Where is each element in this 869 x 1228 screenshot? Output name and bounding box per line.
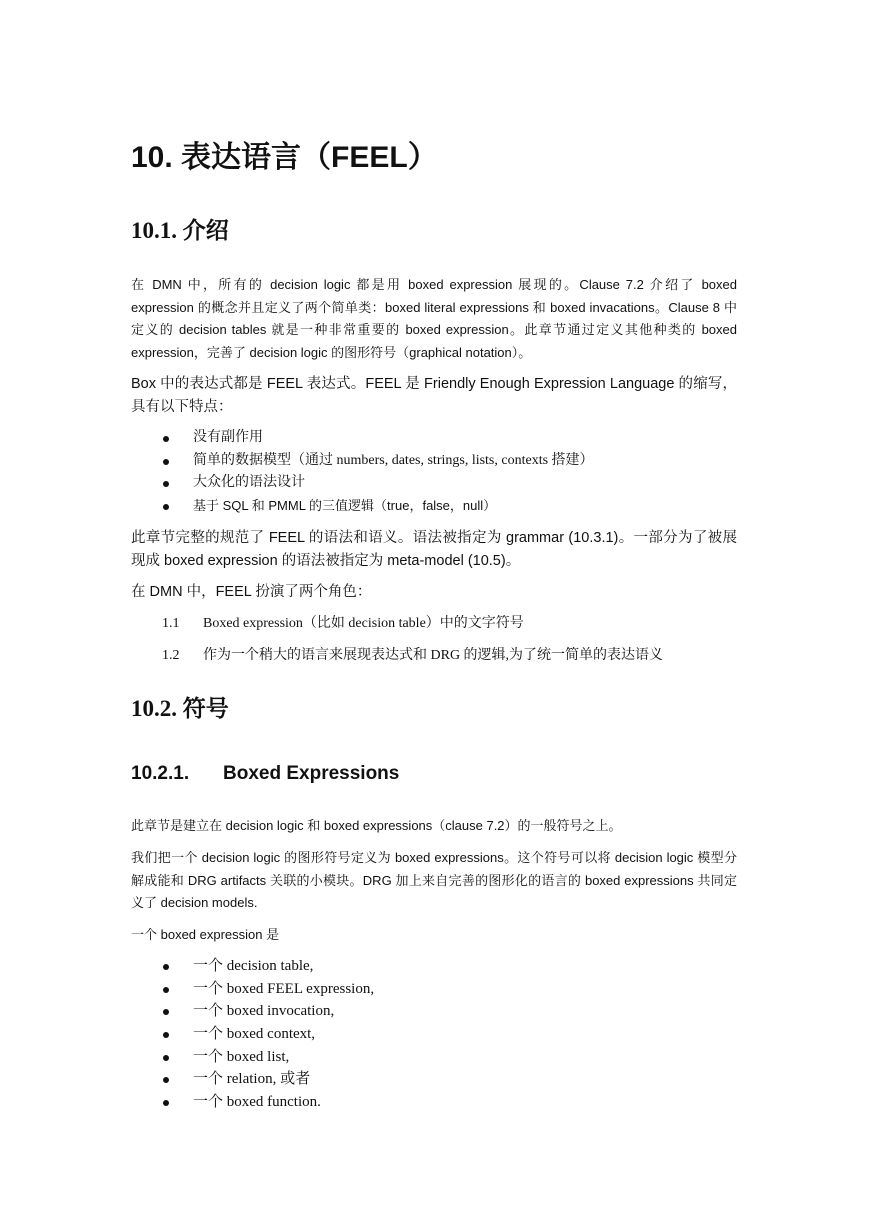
bullet-icon xyxy=(163,1100,169,1106)
bullet-icon xyxy=(163,459,169,465)
subsection-title: 10.2.1. Boxed Expressions xyxy=(131,763,400,784)
bullet-icon xyxy=(163,1077,169,1083)
bullet-icon xyxy=(163,964,169,970)
list-item: 一个 decision table, xyxy=(131,955,374,978)
list-item: 简单的数据模型（通过 numbers, dates, strings, lists, contexts 搭建） xyxy=(131,450,594,473)
list-item: 一个 boxed invocation, xyxy=(131,1000,374,1023)
list-item: 1.1 Boxed expression（比如 decision table）中的文字符号 xyxy=(162,616,524,631)
list-item: 没有副作用 xyxy=(131,427,594,450)
intro-paragraph-1: 在 DMN 中，所有的 decision logic 都是用 boxed expression 展现的。Clause 7.2 介绍了 boxed expression 的概念并且定义了两个简单类：boxed literal expressions 和 boxed invacations。Clause 8 中定义的 decision tables 就是一种非常重要的 boxed expression。此章节通过定义其他种类的 boxed expression，完善了 decision logic 的图形符号（graphical notation）。 xyxy=(131,277,737,360)
list-item: 基于 SQL 和 PMML 的三值逻辑（true，false，null） xyxy=(131,495,594,518)
notation-paragraph-3: 一个 boxed expression 是 xyxy=(131,927,280,942)
section-title-notation: 10.2. 符号 xyxy=(131,696,229,721)
bullet-icon xyxy=(163,436,169,442)
list-item: 一个 boxed FEEL expression, xyxy=(131,978,374,1001)
bullet-icon xyxy=(163,987,169,993)
boxed-expression-list xyxy=(131,955,374,1114)
list-item: 一个 boxed list, xyxy=(131,1046,374,1069)
intro-paragraph-3: 此章节完整的规范了 FEEL 的语法和语义。语法被指定为 grammar (10.3.1)。一部分为了被展现成 boxed expression 的语法被指定为 meta-model (10.5)。 xyxy=(131,530,737,569)
roles-list xyxy=(131,613,663,677)
bullet-icon xyxy=(163,1055,169,1061)
feature-list xyxy=(131,427,594,517)
section-title-intro: 10.1. 介绍 xyxy=(131,218,229,243)
notation-paragraph-1: 此章节是建立在 decision logic 和 boxed expressions（clause 7.2）的一般符号之上。 xyxy=(131,818,622,833)
bullet-icon xyxy=(163,1009,169,1015)
intro-paragraph-4: 在 DMN 中，FEEL 扮演了两个角色： xyxy=(131,584,372,600)
list-item: 一个 boxed context, xyxy=(131,1023,374,1046)
intro-paragraph-2: Box 中的表达式都是 FEEL 表达式。FEEL 是 Friendly Enough Expression Language 的缩写，具有以下特点： xyxy=(131,376,737,415)
notation-paragraph-2: 我们把一个 decision logic 的图形符号定义为 boxed expressions。这个符号可以将 decision logic 模型分解成能和 DRG artifacts 关联的小模块。DRG 加上来自完善的图形化的语言的 boxed expressions 共同定义了 decision models. xyxy=(131,850,737,910)
chapter-title: 10. 表达语言（FEEL） xyxy=(131,141,438,174)
list-item: 一个 relation, 或者 xyxy=(131,1068,374,1091)
list-item: 一个 boxed function. xyxy=(131,1091,374,1114)
bullet-icon xyxy=(163,504,169,510)
list-item: 1.2 作为一个稍大的语言来展现表达式和 DRG 的逻辑,为了统一简单的表达语义 xyxy=(162,648,664,663)
bullet-icon xyxy=(163,481,169,487)
list-item: 大众化的语法设计 xyxy=(131,472,594,495)
bullet-icon xyxy=(163,1032,169,1038)
